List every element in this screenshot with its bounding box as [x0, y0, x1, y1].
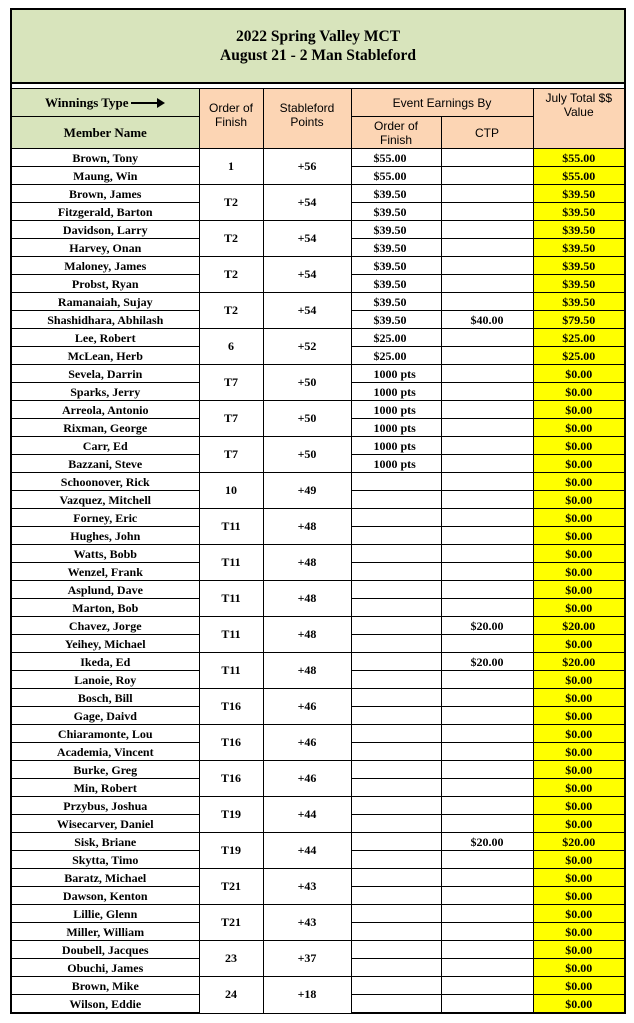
table-row: [11, 365, 625, 383]
table-row: [11, 545, 625, 563]
table-row: [11, 329, 625, 347]
july-total-value: $20.00: [533, 833, 625, 851]
july-total-value: $39.50: [533, 293, 625, 311]
order-of-finish: T2: [199, 293, 263, 329]
stableford-points: +46: [263, 689, 351, 725]
july-total-value: $0.00: [533, 527, 625, 545]
member-name: Gage, Daivd: [11, 707, 199, 725]
stableford-points: +43: [263, 905, 351, 941]
stableford-points: +46: [263, 761, 351, 797]
member-name: Wisecarver, Daniel: [11, 815, 199, 833]
earnings-order-of-finish: [351, 671, 441, 689]
stableford-points: +50: [263, 365, 351, 401]
order-of-finish: 1: [199, 149, 263, 185]
member-name-label: Member Name: [63, 124, 147, 140]
table-row: [11, 221, 625, 239]
earnings-ctp: [441, 689, 533, 707]
earn-order-label: Order of Finish: [373, 118, 418, 147]
member-name: Lee, Robert: [11, 329, 199, 347]
table-row: [11, 509, 625, 527]
table-row: [11, 977, 625, 995]
july-total-value: $39.50: [533, 203, 625, 221]
title-row: [11, 9, 625, 83]
member-name: Brown, James: [11, 185, 199, 203]
earnings-order-of-finish: [351, 833, 441, 851]
earnings-ctp: [441, 599, 533, 617]
earnings-order-of-finish: [351, 923, 441, 941]
order-of-finish: T2: [199, 221, 263, 257]
stableford-points: +48: [263, 617, 351, 653]
order-of-finish: T16: [199, 725, 263, 761]
earnings-ctp: $20.00: [441, 617, 533, 635]
winnings-type-header: [11, 89, 199, 117]
ctp-label: CTP: [475, 125, 499, 140]
earnings-order-of-finish: $39.50: [351, 275, 441, 293]
earnings-order-of-finish: $55.00: [351, 167, 441, 185]
member-name: Academia, Vincent: [11, 743, 199, 761]
earnings-ctp: [441, 239, 533, 257]
earnings-order-of-finish: 1000 pts: [351, 401, 441, 419]
table-row: [11, 797, 625, 815]
member-name: Asplund, Dave: [11, 581, 199, 599]
earnings-order-of-finish: $55.00: [351, 149, 441, 167]
member-name: Lillie, Glenn: [11, 905, 199, 923]
earnings-order-of-finish: [351, 581, 441, 599]
earnings-ctp: [441, 509, 533, 527]
member-name: Dawson, Kenton: [11, 887, 199, 905]
table-row: [11, 653, 625, 671]
table-row: [11, 725, 625, 743]
earnings-order-of-finish: 1000 pts: [351, 455, 441, 473]
earnings-order-of-finish: $39.50: [351, 311, 441, 329]
july-total-value: $0.00: [533, 959, 625, 977]
member-name: Sparks, Jerry: [11, 383, 199, 401]
earnings-ctp: [441, 725, 533, 743]
earn-order-header: [351, 117, 441, 149]
earnings-order-of-finish: [351, 743, 441, 761]
july-total-value: $0.00: [533, 707, 625, 725]
earnings-ctp: [441, 797, 533, 815]
table-row: [11, 689, 625, 707]
member-name: Bazzani, Steve: [11, 455, 199, 473]
stableford-points: +44: [263, 833, 351, 869]
earnings-ctp: [441, 185, 533, 203]
earnings-ctp: [441, 473, 533, 491]
results-table: [10, 8, 626, 1014]
july-total-header: [533, 89, 625, 149]
table-row: [11, 869, 625, 887]
table-row: [11, 437, 625, 455]
member-name: Shashidhara, Abhilash: [11, 311, 199, 329]
order-of-finish: T2: [199, 185, 263, 221]
header-row-1: [11, 89, 625, 117]
july-total-value: $0.00: [533, 473, 625, 491]
earnings-order-of-finish: $39.50: [351, 203, 441, 221]
member-name: Fitzgerald, Barton: [11, 203, 199, 221]
july-total-value: $0.00: [533, 509, 625, 527]
july-total-value: $0.00: [533, 779, 625, 797]
earnings-ctp: [441, 923, 533, 941]
order-of-finish-label: Order of Finish: [208, 101, 253, 129]
july-total-value: $0.00: [533, 815, 625, 833]
stableford-points: +56: [263, 149, 351, 185]
earnings-order-of-finish: [351, 725, 441, 743]
earnings-ctp: [441, 419, 533, 437]
july-total-value: $0.00: [533, 383, 625, 401]
earnings-ctp: [441, 527, 533, 545]
order-of-finish: T11: [199, 581, 263, 617]
order-of-finish: 23: [199, 941, 263, 977]
member-name: Lanoie, Roy: [11, 671, 199, 689]
july-total-value: $79.50: [533, 311, 625, 329]
earnings-order-of-finish: [351, 491, 441, 509]
stableford-points: +49: [263, 473, 351, 509]
july-total-value: $0.00: [533, 689, 625, 707]
earnings-order-of-finish: $39.50: [351, 257, 441, 275]
event-earnings-header: [351, 89, 533, 117]
earnings-ctp: [441, 149, 533, 167]
member-name: Ramanaiah, Sujay: [11, 293, 199, 311]
earnings-order-of-finish: [351, 851, 441, 869]
title-line-2: August 21 - 2 Man Stableford: [220, 47, 416, 64]
table-row: [11, 473, 625, 491]
july-total-value: $20.00: [533, 653, 625, 671]
earnings-ctp: [441, 779, 533, 797]
earnings-ctp: [441, 347, 533, 365]
earnings-ctp: [441, 275, 533, 293]
ctp-header: [441, 117, 533, 149]
july-total-value: $0.00: [533, 869, 625, 887]
july-total-value: $0.00: [533, 545, 625, 563]
july-total-value: $0.00: [533, 851, 625, 869]
earnings-order-of-finish: [351, 959, 441, 977]
july-total-value: $0.00: [533, 797, 625, 815]
member-name: Probst, Ryan: [11, 275, 199, 293]
earnings-ctp: [441, 221, 533, 239]
order-of-finish: 6: [199, 329, 263, 365]
stableford-points: +44: [263, 797, 351, 833]
july-total-value: $25.00: [533, 347, 625, 365]
member-name: Bosch, Bill: [11, 689, 199, 707]
earnings-order-of-finish: $39.50: [351, 293, 441, 311]
earnings-ctp: [441, 401, 533, 419]
july-total-value: $0.00: [533, 761, 625, 779]
july-total-value: $0.00: [533, 995, 625, 1014]
july-total-value: $0.00: [533, 923, 625, 941]
member-name: Davidson, Larry: [11, 221, 199, 239]
earnings-ctp: [441, 563, 533, 581]
stableford-points: +37: [263, 941, 351, 977]
member-name: Rixman, George: [11, 419, 199, 437]
member-name: Yeihey, Michael: [11, 635, 199, 653]
earnings-ctp: $40.00: [441, 311, 533, 329]
july-total-value: $0.00: [533, 743, 625, 761]
earnings-ctp: [441, 869, 533, 887]
earnings-order-of-finish: [351, 617, 441, 635]
july-total-value: $0.00: [533, 365, 625, 383]
winnings-type-label: Winnings Type: [45, 94, 129, 110]
member-name: Wenzel, Frank: [11, 563, 199, 581]
stableford-points: +18: [263, 977, 351, 1014]
member-name: Maung, Win: [11, 167, 199, 185]
earnings-order-of-finish: $39.50: [351, 185, 441, 203]
july-total-value: $0.00: [533, 599, 625, 617]
member-name: Watts, Bobb: [11, 545, 199, 563]
earnings-order-of-finish: [351, 563, 441, 581]
order-of-finish: T7: [199, 401, 263, 437]
earnings-ctp: [441, 383, 533, 401]
stableford-points: +43: [263, 869, 351, 905]
earnings-ctp: [441, 581, 533, 599]
earnings-ctp: $20.00: [441, 833, 533, 851]
right-arrow-icon: [131, 98, 165, 108]
earnings-order-of-finish: 1000 pts: [351, 437, 441, 455]
earnings-order-of-finish: [351, 653, 441, 671]
order-of-finish: T21: [199, 905, 263, 941]
member-name: Vazquez, Mitchell: [11, 491, 199, 509]
member-name: Sevela, Darrin: [11, 365, 199, 383]
earnings-ctp: [441, 851, 533, 869]
order-of-finish: T7: [199, 437, 263, 473]
earnings-order-of-finish: $39.50: [351, 239, 441, 257]
july-total-value: $39.50: [533, 185, 625, 203]
table-row: [11, 761, 625, 779]
member-name: Chavez, Jorge: [11, 617, 199, 635]
table-row: [11, 905, 625, 923]
earnings-ctp: [441, 977, 533, 995]
table-row: [11, 833, 625, 851]
member-name-header: [11, 117, 199, 149]
earnings-order-of-finish: [351, 779, 441, 797]
member-name: Min, Robert: [11, 779, 199, 797]
july-total-value: $39.50: [533, 221, 625, 239]
july-total-value: $55.00: [533, 149, 625, 167]
july-total-value: $39.50: [533, 239, 625, 257]
member-name: Ikeda, Ed: [11, 653, 199, 671]
earnings-order-of-finish: [351, 635, 441, 653]
member-name: Baratz, Michael: [11, 869, 199, 887]
earnings-ctp: [441, 707, 533, 725]
member-name: Forney, Eric: [11, 509, 199, 527]
order-of-finish: T21: [199, 869, 263, 905]
table-row: [11, 257, 625, 275]
earnings-ctp: [441, 203, 533, 221]
order-of-finish: T16: [199, 761, 263, 797]
order-of-finish: T11: [199, 653, 263, 689]
earnings-order-of-finish: 1000 pts: [351, 383, 441, 401]
table-row: [11, 617, 625, 635]
july-total-value: $0.00: [533, 887, 625, 905]
event-earnings-label: Event Earnings By: [392, 95, 492, 110]
earnings-ctp: [441, 941, 533, 959]
member-name: Hughes, John: [11, 527, 199, 545]
stableford-points: +50: [263, 401, 351, 437]
stableford-points: +54: [263, 185, 351, 221]
stableford-points: +50: [263, 437, 351, 473]
order-of-finish: T19: [199, 833, 263, 869]
stableford-points: +54: [263, 257, 351, 293]
july-total-value: $39.50: [533, 257, 625, 275]
member-name: Chiaramonte, Lou: [11, 725, 199, 743]
earnings-order-of-finish: [351, 797, 441, 815]
table-row: [11, 293, 625, 311]
member-name: Carr, Ed: [11, 437, 199, 455]
earnings-order-of-finish: [351, 995, 441, 1014]
july-total-value: $0.00: [533, 401, 625, 419]
order-of-finish: T11: [199, 509, 263, 545]
earnings-ctp: [441, 167, 533, 185]
member-name: Doubell, Jacques: [11, 941, 199, 959]
member-name: Harvey, Onan: [11, 239, 199, 257]
earnings-ctp: [441, 491, 533, 509]
july-total-value: $0.00: [533, 635, 625, 653]
member-name: Miller, William: [11, 923, 199, 941]
earnings-ctp: $20.00: [441, 653, 533, 671]
stableford-points: +48: [263, 545, 351, 581]
order-of-finish: 24: [199, 977, 263, 1014]
july-total-label: July Total $$ Value: [545, 91, 612, 119]
earnings-order-of-finish: 1000 pts: [351, 419, 441, 437]
stableford-points: +48: [263, 653, 351, 689]
earnings-ctp: [441, 671, 533, 689]
july-total-value: $55.00: [533, 167, 625, 185]
earnings-order-of-finish: [351, 869, 441, 887]
stableford-points-label: Stableford Points: [279, 101, 335, 129]
order-of-finish-header: [199, 89, 263, 149]
july-total-value: $39.50: [533, 275, 625, 293]
earnings-ctp: [441, 365, 533, 383]
earnings-order-of-finish: [351, 761, 441, 779]
july-total-value: $0.00: [533, 905, 625, 923]
earnings-ctp: [441, 545, 533, 563]
earnings-ctp: [441, 455, 533, 473]
earnings-order-of-finish: 1000 pts: [351, 365, 441, 383]
earnings-order-of-finish: [351, 473, 441, 491]
earnings-order-of-finish: [351, 887, 441, 905]
order-of-finish: T16: [199, 689, 263, 725]
member-name: Arreola, Antonio: [11, 401, 199, 419]
order-of-finish: T2: [199, 257, 263, 293]
title-cell: [11, 9, 625, 83]
earnings-ctp: [441, 293, 533, 311]
table-row: [11, 581, 625, 599]
earnings-ctp: [441, 995, 533, 1014]
july-total-value: $0.00: [533, 419, 625, 437]
earnings-ctp: [441, 887, 533, 905]
order-of-finish: 10: [199, 473, 263, 509]
july-total-value: $0.00: [533, 437, 625, 455]
order-of-finish: T7: [199, 365, 263, 401]
earnings-order-of-finish: [351, 689, 441, 707]
member-name: Maloney, James: [11, 257, 199, 275]
earnings-ctp: [441, 905, 533, 923]
order-of-finish: T11: [199, 545, 263, 581]
earnings-order-of-finish: $25.00: [351, 329, 441, 347]
member-name: Brown, Tony: [11, 149, 199, 167]
earnings-order-of-finish: $25.00: [351, 347, 441, 365]
stableford-points: +54: [263, 293, 351, 329]
earnings-ctp: [441, 635, 533, 653]
earnings-order-of-finish: $39.50: [351, 221, 441, 239]
member-name: Sisk, Briane: [11, 833, 199, 851]
member-name: Marton, Bob: [11, 599, 199, 617]
earnings-order-of-finish: [351, 707, 441, 725]
stableford-points: +54: [263, 221, 351, 257]
july-total-value: $0.00: [533, 581, 625, 599]
member-name: Burke, Greg: [11, 761, 199, 779]
stableford-points: +52: [263, 329, 351, 365]
table-row: [11, 401, 625, 419]
july-total-value: $0.00: [533, 941, 625, 959]
earnings-ctp: [441, 761, 533, 779]
table-row: [11, 185, 625, 203]
earnings-order-of-finish: [351, 941, 441, 959]
earnings-ctp: [441, 257, 533, 275]
earnings-ctp: [441, 959, 533, 977]
earnings-order-of-finish: [351, 977, 441, 995]
title-line-1: 2022 Spring Valley MCT: [235, 28, 401, 45]
earnings-ctp: [441, 815, 533, 833]
earnings-order-of-finish: [351, 509, 441, 527]
order-of-finish: T19: [199, 797, 263, 833]
july-total-value: $0.00: [533, 725, 625, 743]
stableford-points-header: [263, 89, 351, 149]
order-of-finish: T11: [199, 617, 263, 653]
member-name: Wilson, Eddie: [11, 995, 199, 1014]
table-row: [11, 149, 625, 167]
july-total-value: $25.00: [533, 329, 625, 347]
earnings-ctp: [441, 437, 533, 455]
member-name: Skytta, Timo: [11, 851, 199, 869]
earnings-order-of-finish: [351, 527, 441, 545]
july-total-value: $0.00: [533, 977, 625, 995]
july-total-value: $0.00: [533, 671, 625, 689]
member-name: McLean, Herb: [11, 347, 199, 365]
earnings-ctp: [441, 743, 533, 761]
table-row: [11, 941, 625, 959]
july-total-value: $0.00: [533, 563, 625, 581]
member-name: Schoonover, Rick: [11, 473, 199, 491]
results-sheet: [10, 8, 624, 1014]
earnings-order-of-finish: [351, 905, 441, 923]
stableford-points: +48: [263, 509, 351, 545]
july-total-value: $0.00: [533, 455, 625, 473]
july-total-value: $0.00: [533, 491, 625, 509]
earnings-order-of-finish: [351, 545, 441, 563]
earnings-order-of-finish: [351, 815, 441, 833]
stableford-points: +46: [263, 725, 351, 761]
july-total-value: $20.00: [533, 617, 625, 635]
earnings-ctp: [441, 329, 533, 347]
earnings-order-of-finish: [351, 599, 441, 617]
member-name: Obuchi, James: [11, 959, 199, 977]
member-name: Przybus, Joshua: [11, 797, 199, 815]
member-name: Brown, Mike: [11, 977, 199, 995]
stableford-points: +48: [263, 581, 351, 617]
